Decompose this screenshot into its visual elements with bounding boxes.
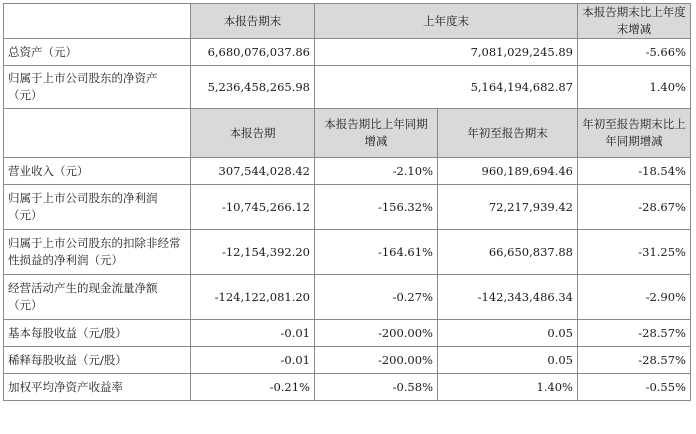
cell-value: -31.25% [578, 230, 691, 275]
bottom-header-current-period: 本报告期 [191, 109, 315, 158]
row-label: 归属于上市公司股东的扣除非经常性损益的净利润（元） [4, 230, 191, 275]
bottom-header-ytd: 年初至报告期末 [438, 109, 578, 158]
row-label: 稀释每股收益（元/股） [4, 347, 191, 374]
table-row [4, 320, 691, 347]
bottom-header-period-change: 本报告期比上年同期增减 [315, 109, 438, 158]
cell-value: 307,544,028.42 [191, 158, 315, 185]
cell-value: -156.32% [315, 185, 438, 230]
cell-value: -0.58% [315, 374, 438, 401]
table-row [4, 39, 691, 66]
table-row [4, 158, 691, 185]
cell-value: 5,236,458,265.98 [191, 66, 315, 109]
row-label: 归属于上市公司股东的净利润（元） [4, 185, 191, 230]
cell-value: 72,217,939.42 [438, 185, 578, 230]
cell-value: -2.90% [578, 275, 691, 320]
cell-value: -12,154,392.20 [191, 230, 315, 275]
bottom-header-row [4, 109, 691, 158]
cell-value: 1.40% [438, 374, 578, 401]
top-header-row [4, 4, 691, 39]
cell-value: -142,343,486.34 [438, 275, 578, 320]
cell-value: 0.05 [438, 347, 578, 374]
cell-value: -0.01 [191, 320, 315, 347]
cell-value: -5.66% [578, 39, 691, 66]
top-header-change: 本报告期末比上年度末增减 [578, 4, 691, 39]
cell-value: -28.67% [578, 185, 691, 230]
row-label: 经营活动产生的现金流量净额（元） [4, 275, 191, 320]
bottom-header-blank [4, 109, 191, 158]
table-row [4, 230, 691, 275]
cell-value: 5,164,194,682.87 [315, 66, 578, 109]
cell-value: -10,745,266.12 [191, 185, 315, 230]
row-label: 营业收入（元） [4, 158, 191, 185]
cell-value: -2.10% [315, 158, 438, 185]
cell-value: -164.61% [315, 230, 438, 275]
cell-value: -124,122,081.20 [191, 275, 315, 320]
table-row [4, 185, 691, 230]
cell-value: -0.21% [191, 374, 315, 401]
table-row [4, 374, 691, 401]
cell-value: -0.55% [578, 374, 691, 401]
cell-value: -0.27% [315, 275, 438, 320]
row-label: 加权平均净资产收益率 [4, 374, 191, 401]
top-header-current-period-end: 本报告期末 [191, 4, 315, 39]
cell-value: 6,680,076,037.86 [191, 39, 315, 66]
cell-value: -18.54% [578, 158, 691, 185]
cell-value: 7,081,029,245.89 [315, 39, 578, 66]
row-label: 基本每股收益（元/股） [4, 320, 191, 347]
row-label: 总资产（元） [4, 39, 191, 66]
table-row [4, 347, 691, 374]
table-row [4, 275, 691, 320]
cell-value: -0.01 [191, 347, 315, 374]
row-label: 归属于上市公司股东的净资产（元） [4, 66, 191, 109]
top-header-blank [4, 4, 191, 39]
cell-value: -28.57% [578, 320, 691, 347]
cell-value: 0.05 [438, 320, 578, 347]
cell-value: -200.00% [315, 320, 438, 347]
cell-value: -28.57% [578, 347, 691, 374]
table-row [4, 66, 691, 109]
cell-value: 66,650,837.88 [438, 230, 578, 275]
cell-value: 960,189,694.46 [438, 158, 578, 185]
cell-value: -200.00% [315, 347, 438, 374]
top-header-last-year-end: 上年度末 [315, 4, 578, 39]
financial-table [3, 3, 691, 401]
cell-value: 1.40% [578, 66, 691, 109]
bottom-header-ytd-change: 年初至报告期末比上年同期增减 [578, 109, 691, 158]
